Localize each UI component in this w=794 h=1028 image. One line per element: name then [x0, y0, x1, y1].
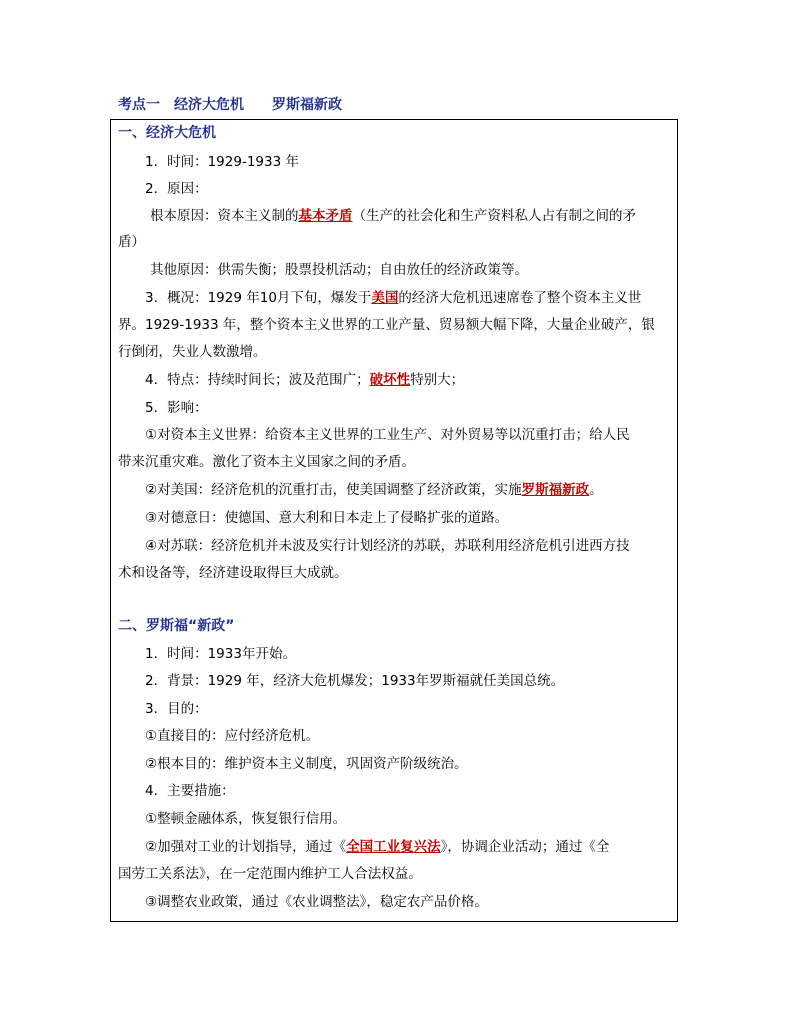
s1-feature-a: 4．特点：持续时间长；波及范围广； — [145, 372, 370, 388]
s1-impact4-a: ④对苏联：经济危机并未波及实行计划经济的苏联，苏联利用经济危机引进西方技 — [145, 538, 630, 554]
keyword-destructive: 破坏性 — [369, 372, 411, 388]
keyword-basic-contradiction: 基本矛盾 — [298, 208, 353, 224]
section1-title: 一、经济大危机 — [118, 125, 216, 141]
page-heading: 考点一 经济大危机 罗斯福新政 — [118, 97, 342, 113]
s2-m2-b: 》，协调企业活动；通过《全 — [440, 839, 610, 855]
s1-root-b: （生产的社会化和生产资料私人占有制之间的矛 — [352, 208, 636, 224]
s1-other-cause: 其他原因：供需失衡；股票投机活动；自由放任的经济政策等。 — [150, 262, 528, 278]
s1-cause-label: 2．原因： — [145, 181, 208, 197]
s2-goal2: ②根本目的：维护资本主义制度，巩固资产阶级统治。 — [145, 756, 468, 772]
section2-title: 二、罗斯福“新政” — [118, 618, 235, 634]
s1-overview-d: 行倒闭，失业人数激增。 — [118, 344, 267, 360]
s2-measure3: ③调整农业政策，通过《农业调整法》，稳定农产品价格。 — [145, 894, 488, 910]
s1-impact4-b: 术和设备等，经济建设取得巨大成就。 — [118, 565, 348, 581]
s1-impact-label: 5．影响： — [145, 400, 208, 416]
s1-root-a: 根本原因：资本主义制的 — [150, 208, 299, 224]
s1-feature — [145, 371, 464, 389]
s1-impact2-b: 。 — [589, 482, 603, 498]
s2-goal1: ①直接目的：应付经济危机。 — [145, 728, 320, 744]
s1-overview-b: 的经济大危机迅速席卷了整个资本主义世 — [398, 290, 642, 306]
keyword-nira: 全国工业复兴法 — [346, 839, 441, 855]
s1-overview-c: 界。1929-1933 年，整个资本主义世界的工业产量、贸易额大幅下降，大量企业破产，银 — [118, 317, 655, 333]
s2-measure2 — [145, 838, 609, 856]
keyword-roosevelt-new-deal: 罗斯福新政 — [521, 482, 590, 498]
s1-root-c: 盾） — [118, 234, 145, 250]
s2-m2-a: ②加强对工业的计划指导，通过《 — [145, 839, 347, 855]
s1-impact1-a: ①对资本主义世界：给资本主义世界的工业生产、对外贸易等以沉重打击；给人民 — [145, 427, 630, 443]
s1-root-cause — [150, 207, 636, 225]
s1-time: 1．时间：1929-1933 年 — [145, 154, 299, 170]
s1-overview — [145, 289, 641, 307]
s2-background: 2．背景：1929 年，经济大危机爆发；1933年罗斯福就任美国总统。 — [145, 673, 565, 689]
s1-impact2-a: ②对美国：经济危机的沉重打击，使美国调整了经济政策，实施 — [145, 482, 522, 498]
keyword-usa: 美国 — [371, 290, 399, 306]
s2-measure2-c: 国劳工关系法》，在一定范围内维护工人合法权益。 — [118, 866, 422, 882]
s1-overview-a: 3．概况：1929 年10月下旬，爆发于 — [145, 290, 372, 306]
s2-measure1: ①整顿金融体系，恢复银行信用。 — [145, 811, 347, 827]
s1-impact1-b: 带来沉重灾难。激化了资本主义国家之间的矛盾。 — [118, 454, 415, 470]
s2-measures-label: 4．主要措施： — [145, 783, 235, 799]
s1-impact2 — [145, 481, 603, 499]
s1-feature-b: 特别大； — [410, 372, 465, 388]
s2-goal-label: 3．目的： — [145, 701, 208, 717]
s2-time: 1．时间：1933年开始。 — [145, 646, 296, 662]
s1-impact3: ③对德意日：使德国、意大利和日本走上了侵略扩张的道路。 — [145, 510, 509, 526]
